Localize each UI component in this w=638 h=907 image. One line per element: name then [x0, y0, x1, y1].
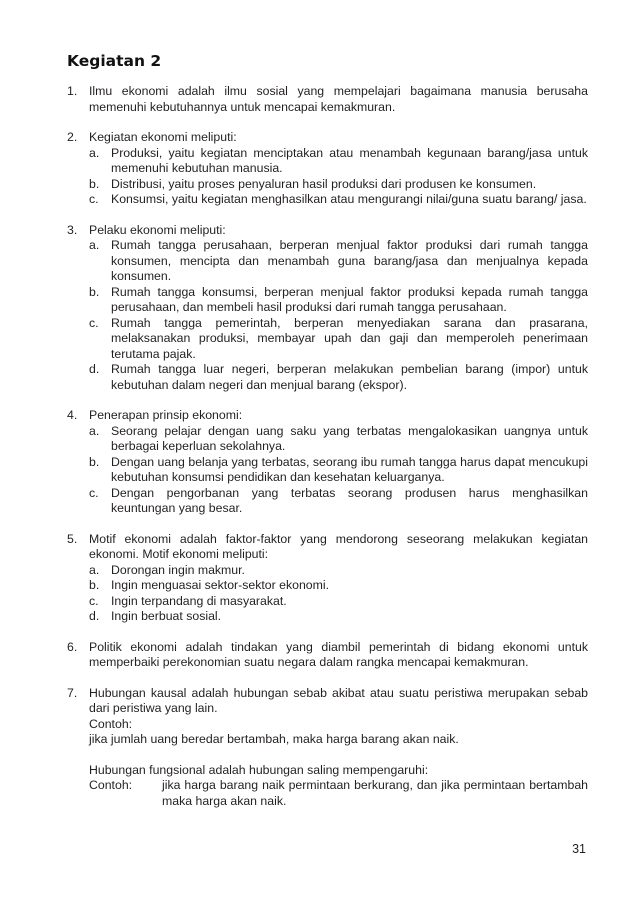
sub-item [89, 486, 588, 517]
sub-item-text: Ingin berbuat sosial. [111, 609, 222, 623]
sub-item-letter: c. [89, 593, 99, 608]
sub-item-text: Dorongan ingin makmur. [111, 562, 245, 577]
sub-item-text: Rumah tangga perusahaan, berperan menjual faktor produksi dari rumah tangga konsumen, mencipta dan menambah guna barang/jasa dan menjualnya kepada konsumen. [111, 238, 588, 283]
sub-item [89, 177, 588, 193]
sub-item-letter: b. [89, 284, 100, 299]
list-item [67, 223, 588, 394]
functional-relation-text: Hubungan fungsional adalah hubungan saling mempengaruhi: [89, 762, 429, 777]
item-number: 2. [67, 130, 78, 144]
list-item [67, 532, 588, 625]
item-text: Ilmu ekonomi adalah ilmu sosial yang mempelajari bagaimana manusia berusaha memenuhi kebutuhannya untuk mencapai kemakmuran. [89, 84, 588, 114]
sub-item-text: Dengan uang belanja yang terbatas, seorang ibu rumah tangga harus dapat mencukupi kebutuhan konsumsi pendidikan dan kesehatan keluarganya. [111, 454, 588, 484]
sub-item-letter: c. [89, 315, 99, 330]
list-item [67, 640, 588, 671]
sub-item [89, 578, 588, 594]
item-number: 4. [67, 408, 78, 422]
sub-item [89, 609, 588, 625]
sub-item-text: Dengan pengorbanan yang terbatas seorang produsen harus menghasilkan keuntungan yang besar. [111, 485, 588, 515]
item-number: 1. [67, 84, 78, 98]
functional-example-text: jika harga barang naik permintaan berkurang, dan jika permintaan bertambah maka harga akan naik. [162, 778, 588, 808]
numbered-list [67, 84, 588, 671]
item-number: 6. [67, 639, 78, 654]
sub-item-letter: b. [89, 176, 100, 191]
functional-example-label: Contoh: [89, 778, 133, 792]
sub-item [89, 285, 588, 316]
sub-item [89, 362, 588, 393]
sub-item-letter: a. [89, 562, 100, 577]
item-number: 3. [67, 222, 78, 237]
sub-item-letter: c. [89, 485, 99, 500]
sub-item-text: Konsumsi, yaitu kegiatan menghasilkan atau mengurangi nilai/guna suatu barang/ jasa. [111, 192, 587, 206]
functional-example [89, 778, 588, 809]
item-text: Pelaku ekonomi meliputi: [89, 222, 226, 237]
section-title: Kegiatan 2 [67, 52, 162, 70]
sub-item-text: Ingin menguasai sektor-sektor ekonomi. [111, 578, 330, 592]
sub-item-letter: d. [89, 362, 100, 376]
sub-item-text: Distribusi, yaitu proses penyaluran hasil produksi dari produsen ke konsumen. [111, 176, 537, 191]
list-item-7 [67, 686, 588, 810]
item-text: Penerapan prinsip ekonomi: [89, 408, 243, 422]
sub-item-text: Produksi, yaitu kegiatan menciptakan atau menambah kegunaan barang/jasa untuk memenuhi kebutuhan manusia. [111, 145, 588, 175]
item-number: 5. [67, 531, 78, 546]
sub-item [89, 192, 588, 208]
sub-item-text: Rumah tangga konsumsi, berperan menjual faktor produksi kepada rumah tangga perusahaan, dan membeli hasil produksi dari rumah tangga perusahaan. [111, 284, 588, 314]
sub-item [89, 424, 588, 455]
sub-item [89, 455, 588, 486]
sub-item-letter: a. [89, 423, 100, 438]
example-label: Contoh: [89, 716, 133, 731]
list-item [67, 130, 588, 208]
item-text: Politik ekonomi adalah tindakan yang diambil pemerintah di bidang ekonomi untuk memperbaiki perekonomian suatu negara dalam rangka mencapai kemakmuran. [89, 639, 588, 669]
sub-item-text: Ingin terpandang di masyarakat. [111, 593, 287, 608]
sub-item [89, 316, 588, 363]
example-text: jika jumlah uang beredar bertambah, maka harga barang akan naik. [89, 732, 459, 746]
sub-item-text: Rumah tangga pemerintah, berperan menyediakan sarana dan prasarana, melaksanakan produksi, membayar upah dan gaji dan memperoleh penerimaan terutama pajak. [111, 315, 588, 361]
list-item [67, 84, 588, 115]
sub-item-letter: a. [89, 145, 100, 160]
item-text: Hubungan kausal adalah hubungan sebab akibat atau suatu peristiwa merupakan sebab dari peristiwa yang lain. [89, 685, 588, 715]
sub-item [89, 238, 588, 285]
item-text: Motif ekonomi adalah faktor-faktor yang mendorong seseorang melakukan kegiatan ekonomi. Motif ekonomi meliputi: [89, 531, 588, 561]
item-text: Kegiatan ekonomi meliputi: [89, 130, 237, 144]
sub-item-letter: b. [89, 454, 100, 469]
page-number: 31 [572, 842, 586, 856]
sub-item-text: Seorang pelajar dengan uang saku yang terbatas mengalokasikan uangnya untuk berbagai keperluan sekolahnya. [111, 423, 588, 453]
sub-item-letter: b. [89, 578, 100, 592]
sub-item-letter: c. [89, 192, 99, 206]
sub-item-letter: d. [89, 609, 100, 623]
item-number: 7. [67, 685, 78, 700]
sub-item [89, 563, 588, 579]
sub-item-text: Rumah tangga luar negeri, berperan melakukan pembelian barang (impor) untuk kebutuhan dalam negeri dan menjual barang (ekspor). [111, 362, 588, 392]
sub-item [89, 594, 588, 610]
list-item [67, 408, 588, 517]
sub-item-letter: a. [89, 238, 100, 252]
sub-item [89, 146, 588, 177]
